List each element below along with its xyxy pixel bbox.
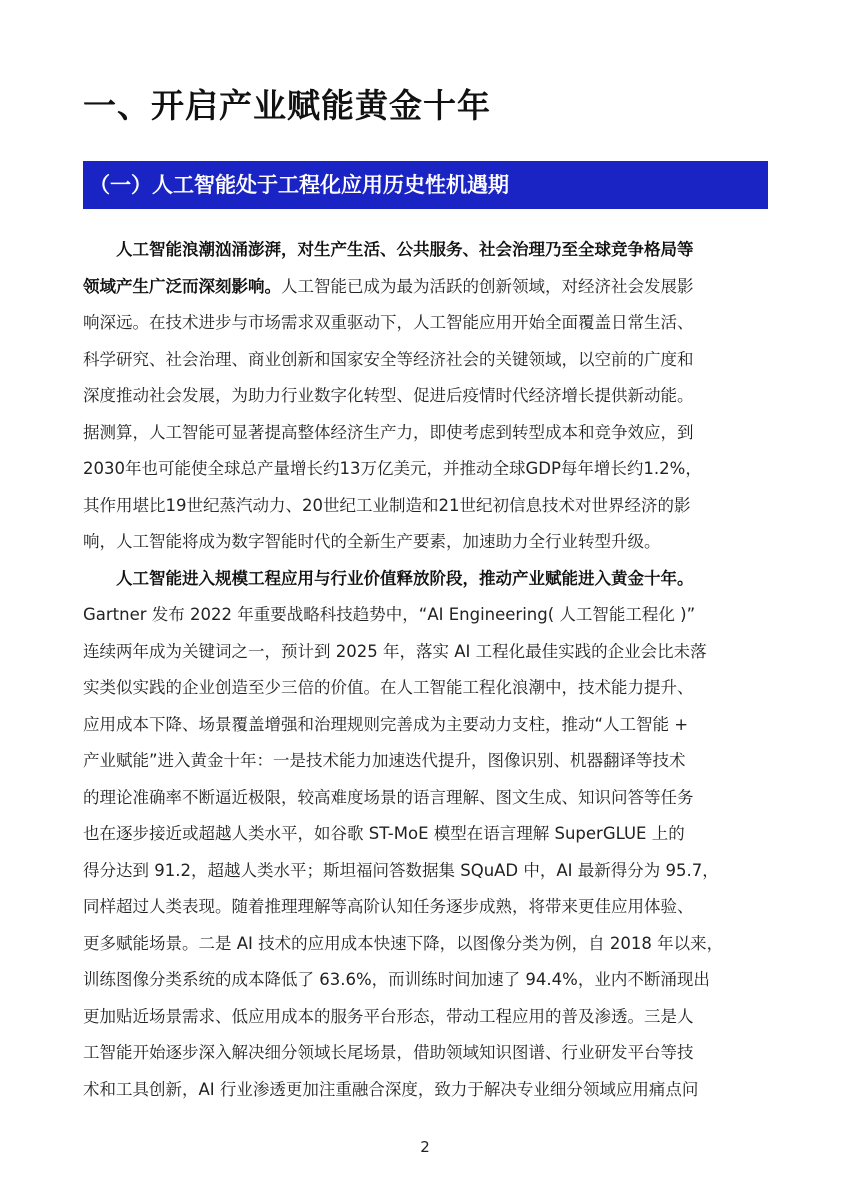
body-text bbox=[83, 232, 768, 1108]
text-line: 深度推动社会发展，为助力行业数字化转型、促进后疫情时代经济增长提供新动能。 bbox=[83, 386, 694, 405]
text-line: 工智能开始逐步深入解决细分领域长尾场景，借助领域知识图谱、行业研发平台等技 bbox=[83, 1043, 694, 1062]
text-line: 产业赋能”进入黄金十年：一是技术能力加速迭代提升，图像识别、机器翻译等技术 bbox=[83, 751, 686, 770]
text-line: 人工智能进入规模工程应用与行业价值释放阶段，推动产业赋能进入黄金十年。 bbox=[116, 568, 694, 588]
text-line: 也在逐步接近或超越人类水平，如谷歌 ST-MoE 模型在语言理解 SuperGLUE 上的 bbox=[83, 824, 685, 843]
text-line: 领域产生广泛而深刻影响。人工智能已成为最为活跃的创新领域，对经济社会发展影 bbox=[83, 276, 694, 296]
text-line: 2030年也可能使全球总产量增长约13万亿美元，并推动全球GDP每年增长约1.2%， bbox=[83, 459, 702, 478]
text-line: 据测算，人工智能可显著提高整体经济生产力，即使考虑到转型成本和竞争效应，到 bbox=[83, 422, 694, 442]
text-line: 同样超过人类表现。随着推理理解等高阶认知任务逐步成熟，将带来更佳应用体验、 bbox=[83, 897, 694, 916]
chapter-heading: 一、开启产业赋能黄金十年 bbox=[83, 86, 491, 125]
page-number: 2 bbox=[420, 1138, 430, 1156]
text-line: Gartner 发布 2022 年重要战略科技趋势中，“AI Engineering( 人工智能工程化 )” bbox=[83, 605, 696, 624]
text-line: 更加贴近场景需求、低应用成本的服务平台形态，带动工程应用的普及渗透。三是人 bbox=[83, 1006, 694, 1026]
text-line: 实类似实践的企业创造至少三倍的价值。在人工智能工程化浪潮中，技术能力提升、 bbox=[83, 678, 694, 697]
text-line: 应用成本下降、场景覆盖增强和治理规则完善成为主要动力支柱，推动“人工智能 + bbox=[83, 714, 689, 734]
text-line: 更多赋能场景。二是 AI 技术的应用成本快速下降，以图像分类为例，自 2018 年以来， bbox=[83, 933, 724, 953]
section-title: （一）人工智能处于工程化应用历史性机遇期 bbox=[89, 173, 509, 197]
text-line: 其作用堪比19世纪蒸汽动力、20世纪工业制造和21世纪初信息技术对世界经济的影 bbox=[83, 495, 691, 515]
text-line: 响深远。在技术进步与市场需求双重驱动下，人工智能应用开始全面覆盖日常生活、 bbox=[83, 313, 694, 332]
text-line: 术和工具创新，AI 行业渗透更加注重融合深度，致力于解决专业细分领域应用痛点问 bbox=[83, 1079, 699, 1099]
text-line: 科学研究、社会治理、商业创新和国家安全等经济社会的关键领域，以空前的广度和 bbox=[83, 349, 694, 369]
text-line: 的理论准确率不断逼近极限，较高难度场景的语言理解、图文生成、知识问答等任务 bbox=[83, 787, 694, 807]
text-line: 人工智能浪潮汹涌澎湃，对生产生活、公共服务、社会治理乃至全球竞争格局等 bbox=[116, 240, 694, 259]
text-line: 得分达到 91.2，超越人类水平；斯坦福问答数据集 SQuAD 中，AI 最新得分为 95.7， bbox=[83, 860, 719, 880]
section-title-bar bbox=[83, 161, 768, 209]
text-line: 训练图像分类系统的成本降低了 63.6%，而训练时间加速了 94.4%，业内不断涌现出 bbox=[83, 970, 710, 989]
text-line: 连续两年成为关键词之一，预计到 2025 年，落实 AI 工程化最佳实践的企业会比未落 bbox=[83, 641, 707, 661]
text-line: 响，人工智能将成为数字智能时代的全新生产要素，加速助力全行业转型升级。 bbox=[83, 532, 661, 551]
